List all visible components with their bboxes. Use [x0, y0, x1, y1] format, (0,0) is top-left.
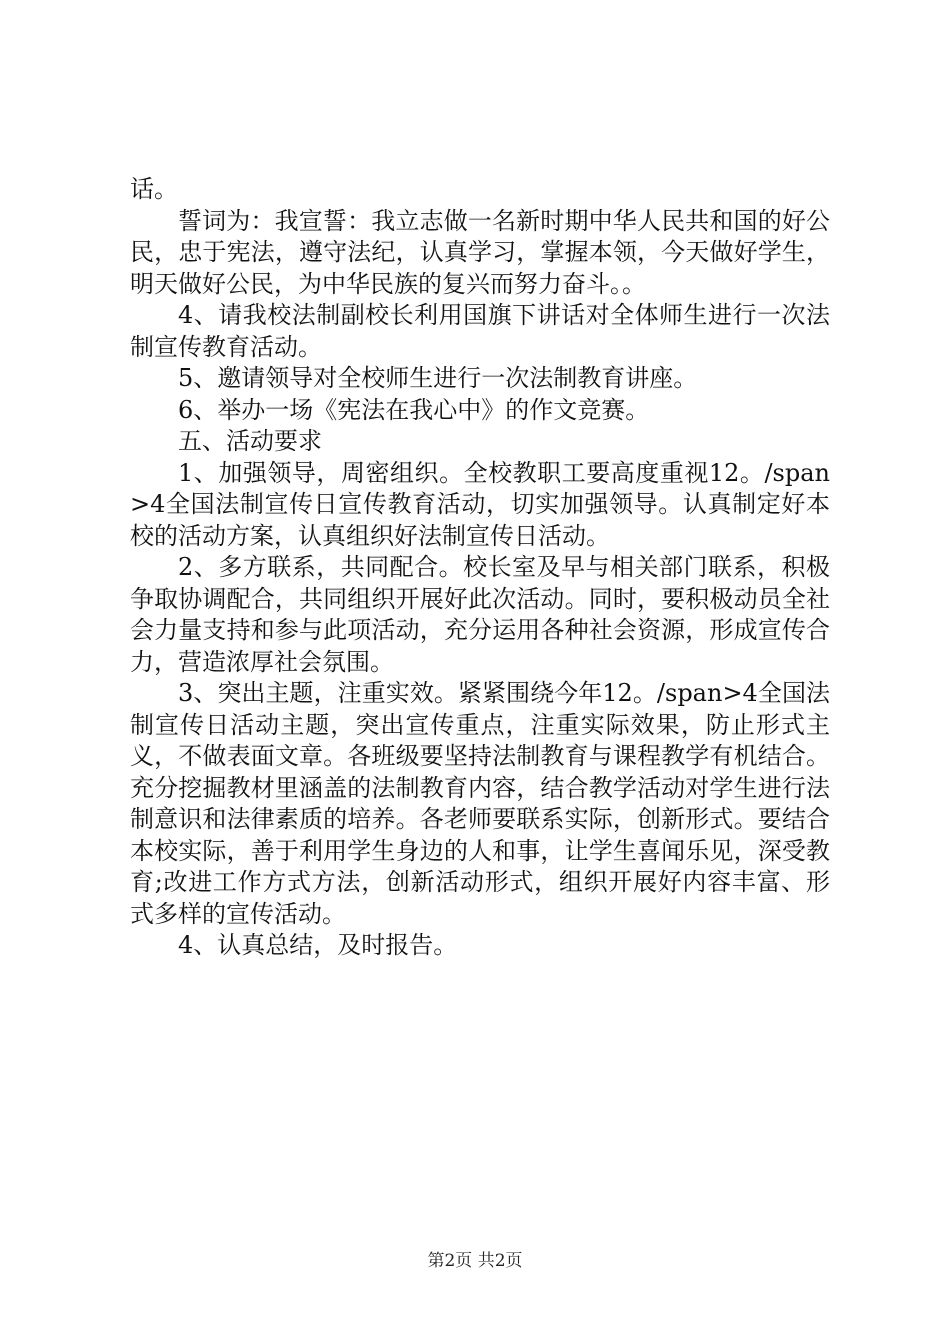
- paragraph-2: 誓词为：我宣誓：我立志做一名新时期中华人民共和国的好公民，忠于宪法，遵守法纪，认真学习，掌握本领，今天做好学生，明天做好公民，为中华民族的复兴而努力奋斗。。: [130, 206, 830, 298]
- paragraph-8: 2、多方联系，共同配合。校长室及早与相关部门联系，积极争取协调配合，共同组织开展好此次活动。同时，要积极动员全社会力量支持和参与此项活动，充分运用各种社会资源，形成宣传合力，营造浓厚社会氛围。: [130, 553, 830, 676]
- document-body: [130, 174, 830, 962]
- paragraph-10: 4、认真总结，及时报告。: [178, 931, 458, 959]
- paragraph-9: 3、突出主题，注重实效。紧紧围绕今年12。/span>4全国法制宣传日活动主题，突出宣传重点，注重实际效果，防止形式主义，不做表面文章。各班级要坚持法制教育与课程教学有机结合。充分挖掘教材里涵盖的法制教育内容，结合教学活动对学生进行法制意识和法律素质的培养。各老师要联系实际，创新形式。要结合本校实际，善于利用学生身边的人和事，让学生喜闻乐见，深受教育;改进工作方式方法，创新活动形式，组织开展好内容丰富、形式多样的宣传活动。: [130, 679, 830, 928]
- paragraph-3: 4、请我校法制副校长利用国旗下讲话对全体师生进行一次法制宣传教育活动。: [130, 301, 830, 361]
- paragraph-5: 6、举办一场《宪法在我心中》的作文竞赛。: [178, 395, 650, 424]
- section-heading: 五、活动要求: [178, 427, 322, 455]
- page-number-footer: 第2页 共2页: [427, 1251, 523, 1271]
- paragraph-4: 5、邀请领导对全校师生进行一次法制教育讲座。: [178, 364, 698, 392]
- paragraph-7: 1、加强领导，周密组织。全校教职工要高度重视12。/span>4全国法制宣传日宣传教育活动，切实加强领导。认真制定好本校的活动方案，认真组织好法制宣传日活动。: [130, 458, 830, 550]
- paragraph-1: 话。: [130, 175, 178, 203]
